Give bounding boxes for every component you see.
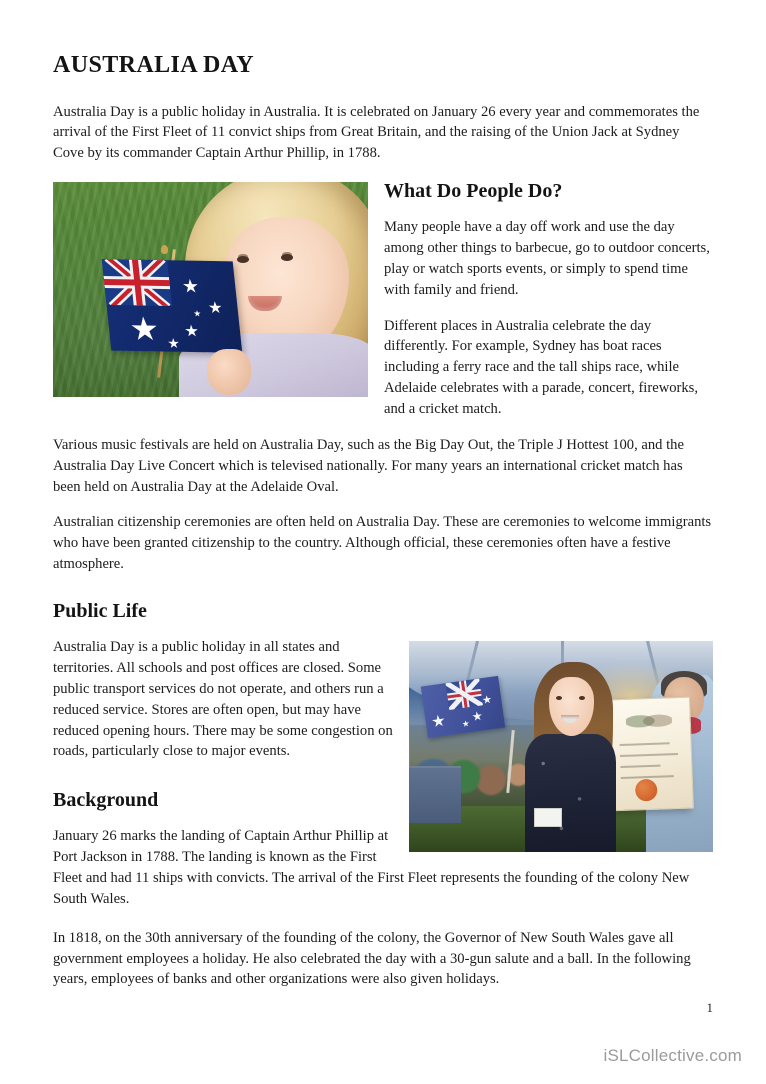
small-flag-star-2-icon	[472, 711, 483, 722]
union-jack-red-horizontal	[103, 279, 169, 286]
what-do-people-do-paragraph-3: Various music festivals are held on Australia Day, such as the Big Day Out, the Triple J Hottest 100, and the Australia Day Live Concert which is televised nationally. For many years an international cricket match has been held on Australia Day at the Adelaide Oval.	[53, 436, 684, 495]
australian-flag-small-icon	[421, 676, 505, 738]
certificate-text-line-1	[620, 742, 669, 746]
southern-cross-star-1-icon	[182, 278, 199, 293]
what-do-people-do-paragraph-1: Many people have a day off work and use the day among other things to barbecue, go to outdoor concerts, play or watch sports events, or simply to spend time with family and friend.	[384, 219, 710, 298]
background-paragraph-1: January 26 marks the landing of Captain Arthur Phillip at Port Jackson in 1788. The landing is known as the First Fleet and had 11 ships with convicts. The arrival of the First Fleet represents the founding of the colony New South Wales.	[53, 828, 690, 907]
page-title: AUSTRALIA DAY	[53, 52, 255, 78]
page-number: 1	[706, 1000, 713, 1015]
certificate-crest	[625, 707, 672, 735]
southern-cross-star-2-icon	[208, 301, 222, 314]
woman-name-badge	[534, 808, 562, 827]
small-flag-star-1-icon	[431, 714, 446, 729]
southern-cross-star-5-icon	[193, 310, 201, 317]
public-life-paragraph-1: Australia Day is a public holiday in all states and territories. All schools and post offices are closed. Some public transport services do not operate, and others run a reduced service. Stores are often open, but may have reduced opening hours. There may be some congestion on roads, particularly close to major events.	[53, 639, 393, 760]
what-do-people-do-paragraph-2: Different places in Australia celebrate the day differently. For example, Sydney has boat races including a ferry race and the tall ships race, while Adelaide celebrates with a parade, concert, fireworks, and a cricket match.	[384, 317, 699, 418]
blue-crate	[409, 766, 461, 823]
certificate-text-line-3	[621, 765, 660, 768]
watermark: iSLCollective.com	[603, 1046, 742, 1065]
citizenship-certificate	[606, 697, 694, 812]
small-flag-star-4-icon	[462, 720, 470, 728]
document-content	[53, 52, 713, 990]
section-heading-public-life: Public Life	[53, 600, 147, 623]
intro-paragraph: Australia Day is a public holiday in Australia. It is celebrated on January 26 every year and commemorates the arrival of the First Fleet of 11 convict ships from Great Britain, and the raising of the Union Jack at Sydney Cove by its commander Captain Arthur Phillip, in 1788.	[53, 103, 700, 162]
commonwealth-star-icon	[129, 316, 158, 342]
photo-girl-holding-australian-flag	[53, 182, 368, 397]
girl-hand	[207, 349, 251, 395]
southern-cross-star-3-icon	[184, 324, 198, 337]
section-heading-background: Background	[53, 789, 159, 812]
southern-cross-star-4-icon	[167, 337, 179, 348]
australian-flag-icon	[101, 259, 242, 353]
what-do-people-do-paragraph-4: Australian citizenship ceremonies are often held on Australia Day. These are ceremonies to welcome immigrants who have been granted citizenship to the country. Although official, these ceremonies often have a festive atmosphere.	[53, 514, 712, 573]
section-heading-what-do-people-do: What Do People Do?	[384, 180, 563, 203]
photo-citizenship-ceremony	[409, 641, 713, 852]
flag-finial	[161, 245, 168, 254]
background-paragraph-2: In 1818, on the 30th anniversary of the founding of the colony, the Governor of New South Wales gave all government employees a holiday. He also celebrated the day with a 30-gun salute and a ball. In the following years, employees of banks and other organizations were also given holidays.	[53, 929, 691, 988]
union-jack-small	[446, 679, 484, 711]
woman-dress	[525, 734, 616, 852]
small-flag-star-3-icon	[482, 695, 492, 705]
certificate-text-line-2	[620, 753, 677, 757]
union-jack	[101, 259, 171, 306]
certificate-seal	[634, 779, 657, 802]
